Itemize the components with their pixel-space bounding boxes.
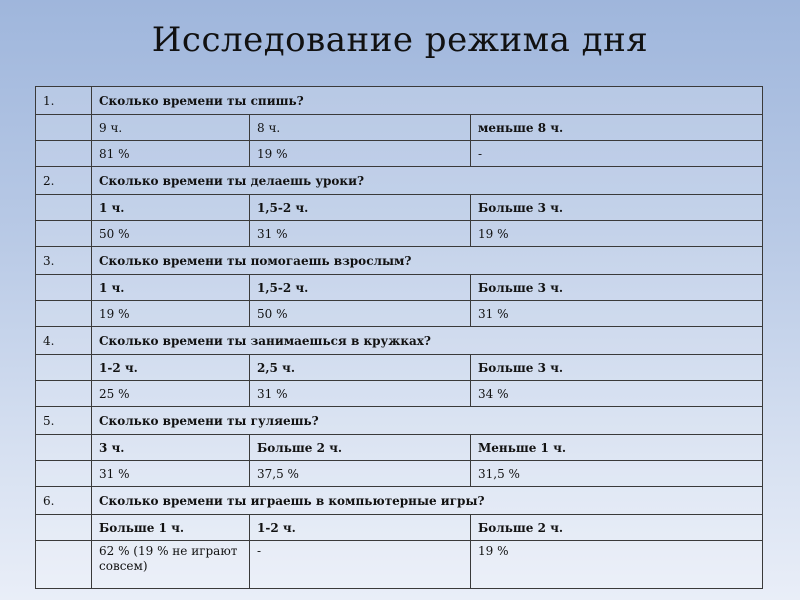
answer-percent: 31 % <box>250 381 471 407</box>
empty-cell <box>36 115 92 141</box>
question-row <box>36 167 763 195</box>
question-text: Сколько времени ты делаешь уроки? <box>92 167 763 195</box>
empty-cell <box>36 355 92 381</box>
question-row <box>36 407 763 435</box>
empty-cell <box>36 301 92 327</box>
options-row <box>36 435 763 461</box>
survey-table-body <box>36 87 763 589</box>
answer-option: Больше 2 ч. <box>250 435 471 461</box>
question-text: Сколько времени ты гуляешь? <box>92 407 763 435</box>
answer-percent: 19 % <box>471 541 763 589</box>
answer-percent: 37,5 % <box>250 461 471 487</box>
answer-percent: 19 % <box>92 301 250 327</box>
answer-option: 1-2 ч. <box>250 515 471 541</box>
options-row <box>36 355 763 381</box>
answer-percent: 81 % <box>92 141 250 167</box>
empty-cell <box>36 541 92 589</box>
answer-percent: 34 % <box>471 381 763 407</box>
answer-percent: 19 % <box>471 221 763 247</box>
question-row <box>36 87 763 115</box>
answer-option: Меньше 1 ч. <box>471 435 763 461</box>
empty-cell <box>36 515 92 541</box>
question-row <box>36 327 763 355</box>
answer-option: 1,5-2 ч. <box>250 275 471 301</box>
answer-percent: 50 % <box>250 301 471 327</box>
empty-cell <box>36 141 92 167</box>
question-text: Сколько времени ты играешь в компьютерные игры? <box>92 487 763 515</box>
options-row <box>36 195 763 221</box>
answer-option: 2,5 ч. <box>250 355 471 381</box>
answer-percent: - <box>471 141 763 167</box>
answer-option: Больше 2 ч. <box>471 515 763 541</box>
answer-option: 1,5-2 ч. <box>250 195 471 221</box>
answer-option: Больше 1 ч. <box>92 515 250 541</box>
options-row <box>36 275 763 301</box>
percent-row <box>36 541 763 589</box>
empty-cell <box>36 195 92 221</box>
question-number: 6. <box>36 487 92 515</box>
answer-percent: 62 % (19 % не играют совсем) <box>92 541 250 589</box>
answer-option: Больше 3 ч. <box>471 195 763 221</box>
options-row <box>36 115 763 141</box>
question-text: Сколько времени ты занимаешься в кружках? <box>92 327 763 355</box>
answer-option: меньше 8 ч. <box>471 115 763 141</box>
answer-option: 1 ч. <box>92 275 250 301</box>
question-number: 5. <box>36 407 92 435</box>
question-text: Сколько времени ты спишь? <box>92 87 763 115</box>
question-row <box>36 487 763 515</box>
survey-table <box>35 86 763 589</box>
answer-option: 8 ч. <box>250 115 471 141</box>
empty-cell <box>36 275 92 301</box>
answer-percent: 50 % <box>92 221 250 247</box>
question-number: 2. <box>36 167 92 195</box>
answer-option: 9 ч. <box>92 115 250 141</box>
answer-percent: 31 % <box>92 461 250 487</box>
question-number: 1. <box>36 87 92 115</box>
question-number: 4. <box>36 327 92 355</box>
empty-cell <box>36 381 92 407</box>
answer-percent: 19 % <box>250 141 471 167</box>
question-number: 3. <box>36 247 92 275</box>
percent-row <box>36 301 763 327</box>
empty-cell <box>36 461 92 487</box>
empty-cell <box>36 221 92 247</box>
percent-row <box>36 461 763 487</box>
answer-option: 3 ч. <box>92 435 250 461</box>
empty-cell <box>36 435 92 461</box>
answer-option: 1 ч. <box>92 195 250 221</box>
percent-row <box>36 221 763 247</box>
answer-percent: 31 % <box>250 221 471 247</box>
answer-percent: - <box>250 541 471 589</box>
answer-option: Больше 3 ч. <box>471 275 763 301</box>
question-text: Сколько времени ты помогаешь взрослым? <box>92 247 763 275</box>
answer-option: 1-2 ч. <box>92 355 250 381</box>
answer-option: Больше 3 ч. <box>471 355 763 381</box>
page-title: Исследование режима дня <box>151 20 649 60</box>
percent-row <box>36 381 763 407</box>
question-row <box>36 247 763 275</box>
percent-row <box>36 141 763 167</box>
options-row <box>36 515 763 541</box>
answer-percent: 31,5 % <box>471 461 763 487</box>
answer-percent: 25 % <box>92 381 250 407</box>
answer-percent: 31 % <box>471 301 763 327</box>
